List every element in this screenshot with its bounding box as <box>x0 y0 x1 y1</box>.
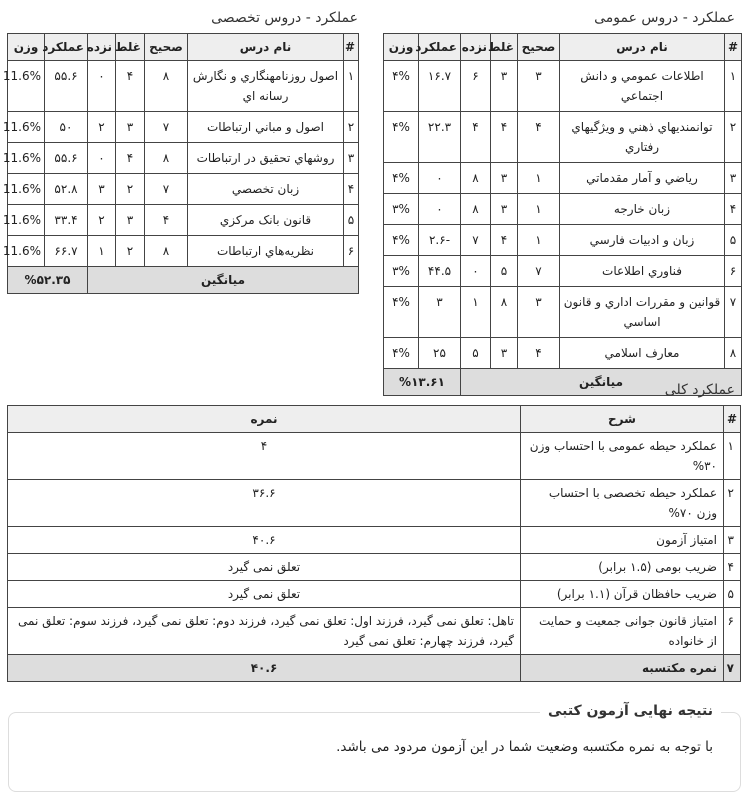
row-number: ۴ <box>724 554 741 581</box>
table-row <box>384 287 742 338</box>
column-header: نام درس <box>188 34 344 61</box>
cell: ۱ <box>518 194 560 225</box>
cell: ۲ <box>88 205 116 236</box>
cell: ۷ <box>518 256 560 287</box>
cell: ۳% <box>384 194 419 225</box>
description: نمره مکتسبه <box>521 655 724 682</box>
cell: 11.6% <box>8 174 45 205</box>
specialized-courses-table <box>2 33 359 294</box>
table-row <box>8 433 741 480</box>
cell: ۰ <box>88 143 116 174</box>
description: ضریب بومی (۱.۵ برابر) <box>521 554 724 581</box>
column-header: صحیح <box>145 34 188 61</box>
table-row <box>384 163 742 194</box>
header-row <box>8 34 359 61</box>
cell: ۲ <box>116 174 145 205</box>
cell: 11.6% <box>8 205 45 236</box>
cell: ۴% <box>384 163 419 194</box>
table-row <box>384 112 742 163</box>
cell: ۵ <box>725 225 742 256</box>
specialized-title: عملکرد - دروس تخصصی <box>211 10 358 26</box>
cell: ۸ <box>491 287 518 338</box>
header-row <box>384 34 742 61</box>
cell: 11.6% <box>8 236 45 267</box>
table-row <box>384 338 742 369</box>
column-header: # <box>725 34 742 61</box>
result-text: با توجه به نمره مکتسبه وضعیت شما در این آزمون مردود می باشد. <box>336 739 713 755</box>
cell: 11.6% <box>8 61 45 112</box>
column-header: نزده <box>88 34 116 61</box>
cell: ۴% <box>384 112 419 163</box>
cell: ۴% <box>384 338 419 369</box>
cell: ۴% <box>384 61 419 112</box>
score: تعلق نمی گیرد <box>8 554 521 581</box>
column-header: نمره <box>8 406 521 433</box>
table-row <box>8 112 359 143</box>
cell: ۳ <box>491 194 518 225</box>
cell: ۳ <box>116 112 145 143</box>
cell: ۳ <box>419 287 461 338</box>
cell: ۳ <box>88 174 116 205</box>
cell: -۲.۶ <box>419 225 461 256</box>
cell: ۳ <box>725 163 742 194</box>
cell: ۴ <box>116 61 145 112</box>
table-row <box>8 554 741 581</box>
cell: ۷ <box>725 287 742 338</box>
course-name: فناوري اطلاعات <box>560 256 725 287</box>
score: ۴۰.۶ <box>8 527 521 554</box>
cell: ۳۳.۴ <box>45 205 88 236</box>
course-name: رياضي و آمار مقدماتي <box>560 163 725 194</box>
cell: ۶ <box>461 61 491 112</box>
cell: ۳ <box>491 163 518 194</box>
average-label: میانگین <box>88 267 359 294</box>
row-number: ۷ <box>724 655 741 682</box>
column-header: نام درس <box>560 34 725 61</box>
row-number: ۲ <box>724 480 741 527</box>
cell: ۴% <box>384 287 419 338</box>
table-row <box>8 236 359 267</box>
score: ۴ <box>8 433 521 480</box>
cell: ۳ <box>116 205 145 236</box>
table-row <box>8 205 359 236</box>
table-row <box>384 256 742 287</box>
table-row <box>384 61 742 112</box>
cell: ۳ <box>491 61 518 112</box>
cell: ۴ <box>344 174 359 205</box>
description: امتیاز آزمون <box>521 527 724 554</box>
row-number: ۶ <box>724 608 741 655</box>
description: امتیاز قانون جوانی جمعیت و حمایت از خانواده <box>521 608 724 655</box>
cell: ۸ <box>145 236 188 267</box>
description: عملکرد حیطه عمومی با احتساب وزن ۳۰% <box>521 433 724 480</box>
cell: ۲۲.۳ <box>419 112 461 163</box>
column-header: شرح <box>521 406 724 433</box>
table-row <box>8 174 359 205</box>
score: ۴۰.۶ <box>8 655 521 682</box>
cell: ۳ <box>491 338 518 369</box>
table-row <box>384 225 742 256</box>
cell: ۸ <box>461 163 491 194</box>
table-row <box>8 581 741 608</box>
cell: ۲ <box>88 112 116 143</box>
score: ۳۶.۶ <box>8 480 521 527</box>
cell: 11.6% <box>8 143 45 174</box>
cell: ۰ <box>461 256 491 287</box>
course-name: قانون بانک مرکزي <box>188 205 344 236</box>
cell: ۴ <box>461 112 491 163</box>
cell: ۳% <box>384 256 419 287</box>
cell: 11.6% <box>8 112 45 143</box>
course-name: اصول و مباني ارتباطات <box>188 112 344 143</box>
general-title: عملکرد - دروس عمومی <box>594 10 735 26</box>
description: عملکرد حیطه تخصصی با احتساب وزن ۷۰% <box>521 480 724 527</box>
cell: ۵ <box>491 256 518 287</box>
average-value: %۵۲.۳۵ <box>8 267 88 294</box>
course-name: روشهاي تحقيق در ارتباطات <box>188 143 344 174</box>
description: ضریب حافظان قرآن (۱.۱ برابر) <box>521 581 724 608</box>
course-name: زبان خارجه <box>560 194 725 225</box>
cell: ۸ <box>725 338 742 369</box>
cell: ۰ <box>419 163 461 194</box>
score: تاهل: تعلق نمی گیرد، فرزند اول: تعلق نمی گیرد، فرزند دوم: تعلق نمی گیرد، فرزند سوم: تعلق نمی گیرد، فرزند چهارم: تعلق نمی گیرد <box>8 608 521 655</box>
average-label: میانگین <box>461 369 742 396</box>
column-header: عملکرد <box>419 34 461 61</box>
table-row <box>8 61 359 112</box>
table-row <box>8 480 741 527</box>
cell: ۳ <box>518 287 560 338</box>
cell: ۳ <box>344 143 359 174</box>
cell: ۶۶.۷ <box>45 236 88 267</box>
course-name: زبان تخصصي <box>188 174 344 205</box>
cell: ۱ <box>518 225 560 256</box>
table-row <box>8 608 741 655</box>
cell: ۶ <box>344 236 359 267</box>
course-name: قوانين و مقررات اداري و قانون اساسي <box>560 287 725 338</box>
cell: ۶ <box>725 256 742 287</box>
cell: ۴ <box>491 225 518 256</box>
cell: ۰ <box>419 194 461 225</box>
cell: ۴ <box>491 112 518 163</box>
cell: ۳ <box>518 61 560 112</box>
cell: ۴ <box>518 338 560 369</box>
course-name: معارف اسلامي <box>560 338 725 369</box>
row-number: ۱ <box>724 433 741 480</box>
column-header: غلط <box>491 34 518 61</box>
course-name: نظريه‌هاي ارتباطات <box>188 236 344 267</box>
score: تعلق نمی گیرد <box>8 581 521 608</box>
course-name: توانمنديهاي ذهني و ويژگيهاي رفتاري <box>560 112 725 163</box>
table-row <box>8 527 741 554</box>
column-header: وزن <box>384 34 419 61</box>
table-row <box>384 194 742 225</box>
cell: ۵۲.۸ <box>45 174 88 205</box>
header-row <box>8 406 741 433</box>
cell: ۴ <box>145 205 188 236</box>
column-header: وزن <box>8 34 45 61</box>
cell: ۱ <box>518 163 560 194</box>
cell: ۸ <box>145 143 188 174</box>
course-name: اصول روزنامهنگاري و نگارش رسانه اي <box>188 61 344 112</box>
column-header: # <box>724 406 741 433</box>
cell: ۷ <box>461 225 491 256</box>
cell: ۴ <box>518 112 560 163</box>
average-value: %۱۳.۶۱ <box>384 369 461 396</box>
cell: ۷ <box>145 112 188 143</box>
cell: ۷ <box>145 174 188 205</box>
row-number: ۳ <box>724 527 741 554</box>
table-row <box>8 143 359 174</box>
overall-title: عملکرد کلی <box>664 382 735 398</box>
column-header: صحیح <box>518 34 560 61</box>
cell: ۰ <box>88 61 116 112</box>
cell: ۸ <box>461 194 491 225</box>
cell: ۵۵.۶ <box>45 61 88 112</box>
cell: ۱ <box>344 61 359 112</box>
course-name: زبان و ادبيات فارسي <box>560 225 725 256</box>
cell: ۴۴.۵ <box>419 256 461 287</box>
cell: ۸ <box>145 61 188 112</box>
cell: ۲ <box>344 112 359 143</box>
cell: ۵ <box>344 205 359 236</box>
cell: ۱ <box>461 287 491 338</box>
column-header: # <box>344 34 359 61</box>
course-name: اطلاعات عمومي و دانش اجتماعي <box>560 61 725 112</box>
cell: ۵۵.۶ <box>45 143 88 174</box>
cell: ۴% <box>384 225 419 256</box>
cell: ۱۶.۷ <box>419 61 461 112</box>
cell: ۲ <box>116 236 145 267</box>
cell: ۲۵ <box>419 338 461 369</box>
table-row <box>8 655 741 682</box>
cell: ۵ <box>461 338 491 369</box>
cell: ۱ <box>88 236 116 267</box>
column-header: غلط <box>116 34 145 61</box>
general-courses-table <box>383 33 742 396</box>
cell: ۴ <box>116 143 145 174</box>
cell: ۱ <box>725 61 742 112</box>
average-row <box>8 267 359 294</box>
overall-table <box>7 405 741 682</box>
column-header: نزده <box>461 34 491 61</box>
cell: ۲ <box>725 112 742 163</box>
column-header: عملکرد <box>45 34 88 61</box>
cell: ۴ <box>725 194 742 225</box>
result-title: نتیجه نهایی آزمون کتبی <box>540 703 721 719</box>
cell: ۵۰ <box>45 112 88 143</box>
row-number: ۵ <box>724 581 741 608</box>
